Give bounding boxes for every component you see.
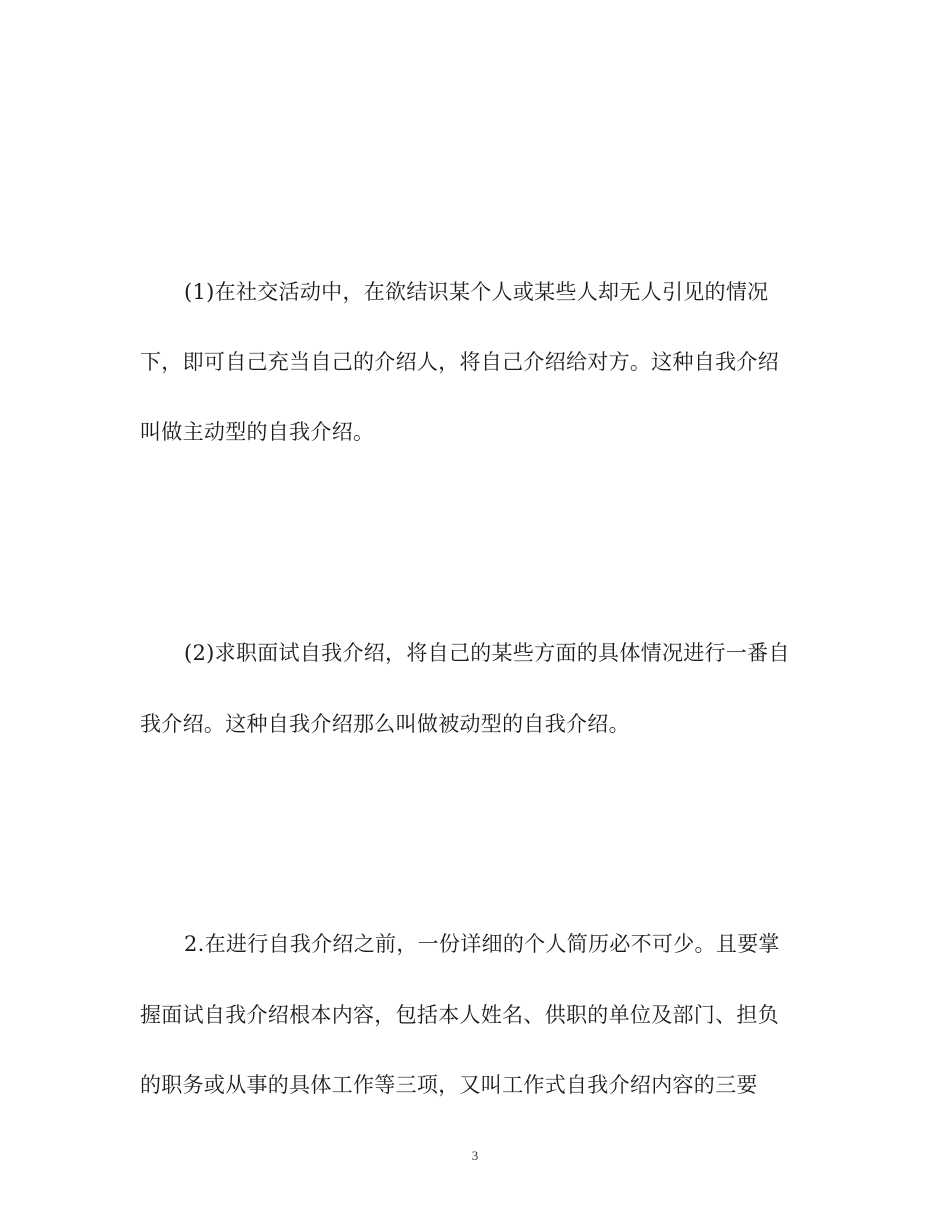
paragraph-line: 我介绍。这种自我介绍那么叫做被动型的自我介绍。 bbox=[140, 712, 630, 736]
paragraph-line: (2)求职面试自我介绍，将自己的某些方面的具体情况进行一番自 bbox=[184, 641, 790, 665]
paragraph-line: (1)在社交活动中，在欲结识某个人或某些人却无人引见的情况 bbox=[184, 280, 769, 304]
page-number: 3 bbox=[471, 1148, 479, 1163]
paragraph-line: 2.在进行自我介绍之前，一份详细的个人简历必不可少。且要掌 bbox=[184, 932, 780, 956]
paragraph-line: 下，即可自己充当自己的介绍人，将自己介绍给对方。这种自我介绍 bbox=[140, 350, 779, 374]
paragraph-line: 握面试自我介绍根本内容，包括本人姓名、供职的单位及部门、担负 bbox=[140, 1003, 779, 1027]
paragraph-line: 叫做主动型的自我介绍。 bbox=[140, 420, 375, 444]
paragraph-line: 的职务或从事的具体工作等三项，又叫工作式自我介绍内容的三要 bbox=[140, 1073, 758, 1097]
